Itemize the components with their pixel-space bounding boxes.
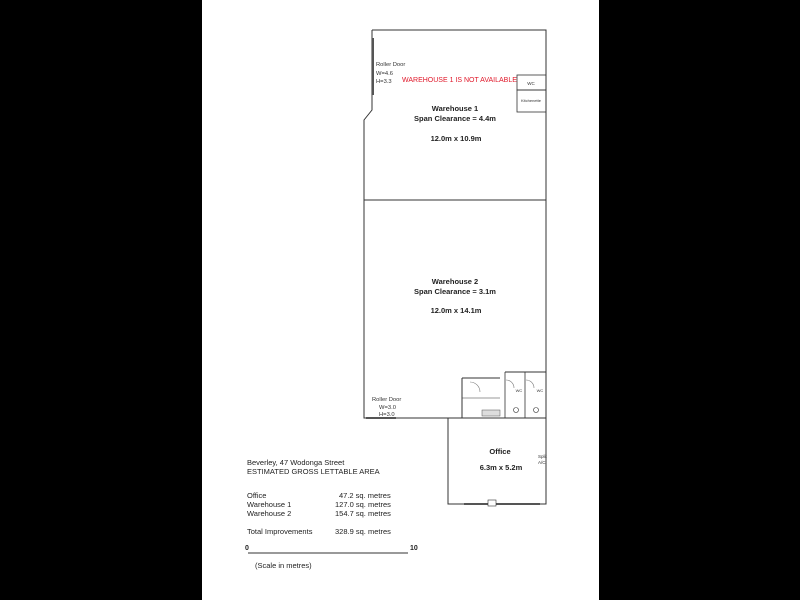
warehouse2-clearance: Span Clearance = 3.1m — [414, 287, 496, 296]
office-name: Office — [489, 447, 511, 456]
address-text: Beverley, 47 Wodonga Street — [247, 458, 345, 467]
roller-door-top-height: H=3.3 — [376, 79, 392, 85]
door-swing-2 — [506, 380, 514, 388]
roller-door-top-title: Roller Door — [376, 62, 406, 68]
sink-unit — [482, 410, 500, 416]
scale-start-label: 0 — [245, 545, 249, 552]
warehouse1-dims: 12.0m x 10.9m — [430, 134, 482, 143]
notice-text: WAREHOUSE 1 IS NOT AVAILABLE — [402, 77, 517, 84]
toilet-1 — [514, 408, 519, 413]
warehouse-outline — [364, 30, 546, 418]
office-dims: 6.3m x 5.2m — [479, 463, 523, 472]
area-row-office-name: Office — [247, 491, 267, 500]
area-row-office-value: 47.2 sq. metres — [339, 491, 391, 500]
roller-door-bottom-width: W=3.0 — [379, 405, 396, 411]
warehouse2-dims: 12.0m x 14.1m — [430, 306, 482, 315]
office-outline — [448, 418, 546, 504]
amenities-outline — [462, 372, 546, 418]
area-row-w1-name: Warehouse 1 — [247, 500, 292, 509]
scale-end-label: 10 — [410, 545, 418, 552]
split-label: Split — [538, 454, 547, 459]
scale-caption: (Scale in metres) — [255, 561, 312, 570]
warehouse1-name: Warehouse 1 — [431, 104, 479, 113]
area-row-w2-name: Warehouse 2 — [247, 509, 292, 518]
toilet-2 — [534, 408, 539, 413]
wc-small-label-2: WC — [536, 388, 544, 393]
area-row-w2-value: 154.7 sq. metres — [335, 509, 391, 518]
office-door-marker — [488, 500, 496, 506]
area-heading: ESTIMATED GROSS LETTABLE AREA — [247, 467, 380, 476]
total-name: Total Improvements — [247, 527, 313, 536]
roller-door-bottom-height: H=3.0 — [379, 412, 395, 418]
area-row-w1-value: 127.0 sq. metres — [335, 500, 391, 509]
door-swing-1 — [470, 382, 480, 392]
wc-small-label-1: WC — [515, 388, 523, 393]
wc-label: WC — [527, 81, 535, 86]
total-value: 328.9 sq. metres — [335, 527, 391, 536]
door-swing-3 — [526, 380, 534, 388]
kitchenette-label: Kitchenette — [520, 98, 542, 103]
roller-door-top-width: W=4.6 — [376, 71, 393, 77]
warehouse2-name: Warehouse 2 — [431, 277, 479, 286]
ac-label: A/C — [538, 460, 546, 465]
roller-door-bottom-title: Roller Door — [372, 397, 402, 403]
warehouse1-clearance: Span Clearance = 4.4m — [414, 114, 496, 123]
